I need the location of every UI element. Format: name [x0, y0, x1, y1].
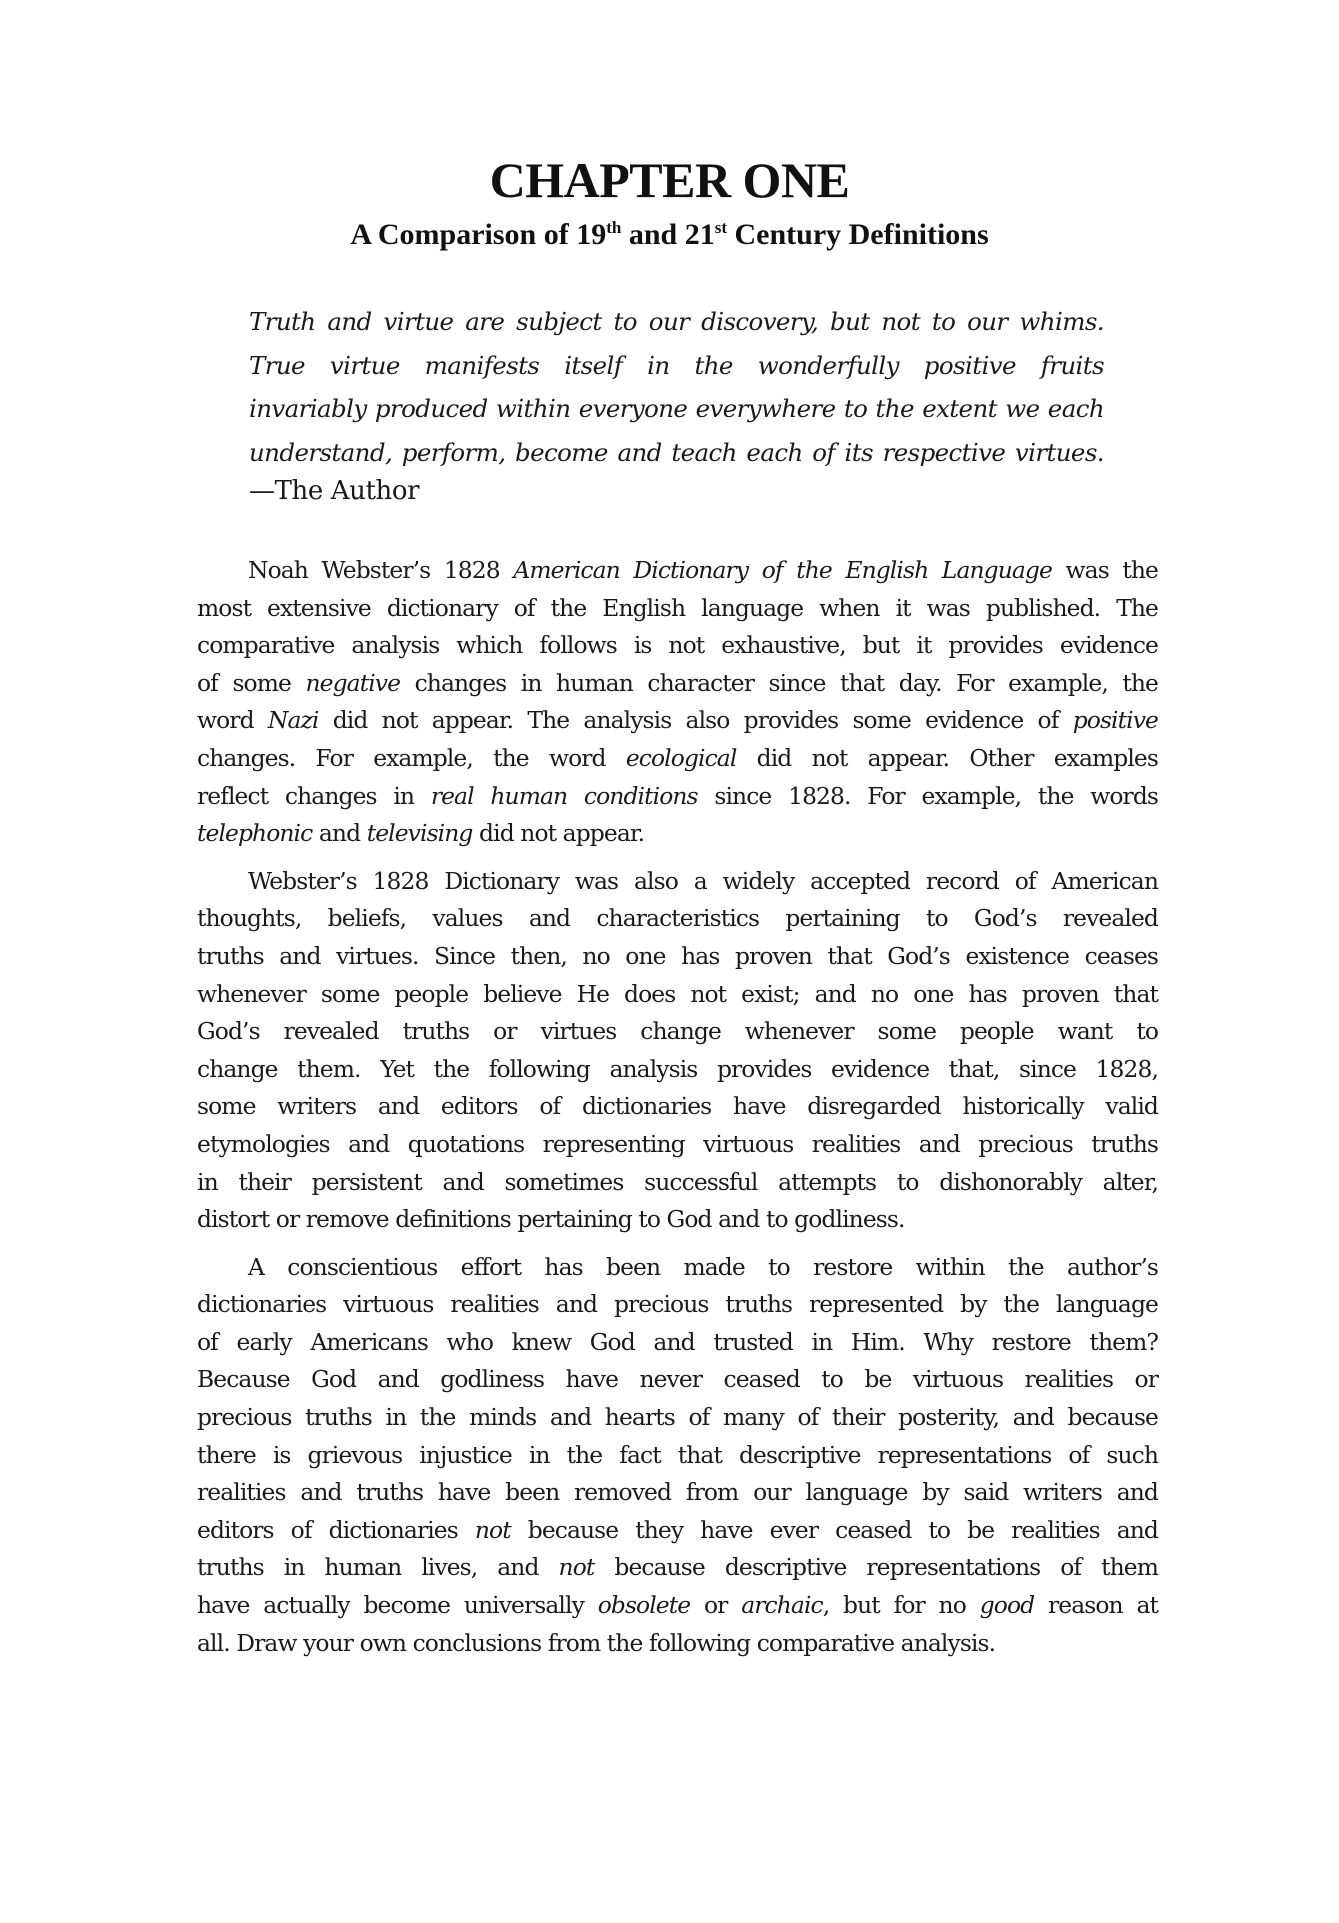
emphasized-text: archaic — [741, 1591, 823, 1620]
subtitle-superscript: th — [606, 218, 622, 237]
text-run: and — [312, 819, 367, 848]
paragraph-line — [197, 778, 1158, 816]
paragraph-line — [197, 1587, 1158, 1625]
text-run: did not appear. The analysis also provides some evidence of — [318, 706, 1073, 735]
chapter-title: CHAPTER ONE — [489, 152, 850, 208]
paragraph-line — [197, 1164, 1158, 1202]
text-run: did not appear. — [472, 819, 645, 848]
paragraph-line — [197, 1399, 1158, 1437]
paragraph-line — [197, 1324, 1158, 1362]
epigraph-line: Truth and virtue are subject to our discovery, but not to our whims. — [249, 307, 1104, 336]
emphasized-text: American Dictionary of the English Language — [513, 556, 1052, 584]
paragraph-line — [197, 1249, 1158, 1287]
text-run: precious truths in the minds and hearts of many of their posterity, and because — [197, 1403, 1158, 1432]
text-run: reflect changes in — [197, 781, 431, 810]
text-run: A conscientious effort has been made to restore within the author’s — [248, 1252, 1158, 1281]
text-run: , but for no — [822, 1591, 980, 1620]
emphasized-text: good — [979, 1591, 1035, 1620]
paragraph-line — [197, 1437, 1158, 1475]
body-paragraph — [197, 552, 1158, 853]
text-run: of early Americans who knew God and trusted in Him. Why restore them? — [197, 1327, 1158, 1356]
paragraph-line — [197, 863, 1158, 901]
text-run: some writers and editors of dictionaries have disregarded historically valid — [197, 1092, 1158, 1121]
body-paragraph — [197, 863, 1158, 1239]
epigraph-line: True virtue manifests itself in the wonderfully positive fruits — [249, 350, 1104, 380]
text-run: change them. Yet the following analysis provides evidence that, since 1828, — [197, 1054, 1158, 1083]
text-run: Noah Webster’s 1828 — [248, 556, 514, 584]
text-run: in their persistent and sometimes successful attempts to dishonorably alter, — [197, 1167, 1158, 1196]
text-run: truths and virtues. Since then, no one has proven that God’s existence ceases — [197, 941, 1158, 970]
emphasized-text: Nazi — [267, 706, 319, 735]
paragraph-line — [197, 1051, 1158, 1089]
text-run: word — [197, 706, 268, 735]
paragraph-line — [197, 702, 1158, 740]
paragraph-line — [197, 1625, 1158, 1663]
text-run: comparative analysis which follows is not exhaustive, but it provides evidence — [197, 631, 1158, 660]
text-run: changes. For example, the word — [197, 743, 626, 772]
emphasized-text: telephonic — [197, 819, 313, 848]
emphasized-text: positive — [1072, 706, 1158, 735]
text-run: distort or remove definitions pertaining to God and to godliness. — [197, 1205, 905, 1234]
epigraph-line: understand, perform, become and teach each of its respective virtues. — [249, 437, 1104, 467]
paragraph-line — [197, 1201, 1158, 1239]
text-run: since 1828. For example, the words — [697, 781, 1158, 810]
paragraph-line — [197, 938, 1158, 976]
text-run: all. Draw your own conclusions from the following comparative analysis. — [197, 1628, 996, 1657]
text-run: realities and truths have been removed from our language by said writers and — [197, 1478, 1158, 1507]
paragraph-line — [197, 1013, 1158, 1051]
epigraph-attribution: —The Author — [249, 476, 420, 506]
text-run: etymologies and quotations representing virtuous realities and precious truths — [197, 1129, 1158, 1158]
text-run: was the — [1051, 556, 1158, 584]
text-run: Webster’s 1828 Dictionary was also a widely accepted record of American — [248, 866, 1158, 895]
text-run: God’s revealed truths or virtues change whenever some people want to — [197, 1017, 1158, 1046]
emphasized-text: obsolete — [597, 1591, 691, 1620]
paragraph-line — [197, 815, 1158, 853]
paragraph-line — [197, 665, 1158, 703]
subtitle-text: Century Definitions — [726, 218, 989, 251]
paragraph-line — [197, 1549, 1158, 1587]
emphasized-text: not — [558, 1553, 595, 1582]
emphasized-text: real human conditions — [430, 781, 698, 810]
text-run: changes in human character since that day. For example, the — [400, 668, 1158, 697]
text-run: have actually become universally — [197, 1591, 598, 1620]
body-paragraph — [197, 1249, 1158, 1663]
text-run: because they have ever ceased to be realities and — [510, 1515, 1158, 1544]
text-run: Because God and godliness have never ceased to be virtuous realities or — [197, 1365, 1158, 1394]
paragraph-line — [197, 976, 1158, 1014]
paragraph-line — [197, 1286, 1158, 1324]
text-run: because descriptive representations of them — [594, 1553, 1158, 1582]
text-run: thoughts, beliefs, values and characteristics pertaining to God’s revealed — [197, 904, 1158, 933]
epigraph-line: invariably produced within everyone everywhere to the extent we each — [249, 394, 1104, 423]
paragraph-line — [197, 1126, 1158, 1164]
text-run: most extensive dictionary of the English language when it was published. The — [197, 593, 1158, 622]
text-run: there is grievous injustice in the fact that descriptive representations of such — [197, 1440, 1158, 1469]
text-run: of some — [197, 668, 306, 697]
paragraph-line — [197, 1088, 1158, 1126]
text-run: or — [690, 1591, 742, 1620]
paragraph-line — [197, 1512, 1158, 1550]
text-run: did not appear. Other examples — [736, 743, 1158, 772]
paragraph-line — [197, 1361, 1158, 1399]
subtitle-superscript: st — [714, 218, 727, 237]
subtitle-text: A Comparison of 19 — [350, 218, 607, 251]
emphasized-text: televising — [366, 819, 473, 848]
emphasized-text: negative — [305, 668, 401, 697]
text-run: whenever some people believe He does not exist; and no one has proven that — [197, 979, 1158, 1008]
paragraph-line — [197, 1474, 1158, 1512]
text-run: editors of dictionaries — [197, 1515, 475, 1544]
text-run: truths in human lives, and — [197, 1553, 559, 1582]
paragraph-line — [197, 900, 1158, 938]
chapter-subtitle — [0, 215, 1339, 255]
epigraph-quote — [249, 300, 1104, 474]
text-run: dictionaries virtuous realities and precious truths represented by the language — [197, 1290, 1158, 1319]
paragraph-line — [197, 740, 1158, 778]
emphasized-text: ecological — [625, 743, 737, 772]
paragraph-line — [197, 627, 1158, 665]
text-run: reason at — [1034, 1591, 1159, 1620]
paragraph-line — [197, 590, 1158, 628]
body-text — [197, 552, 1158, 1662]
paragraph-line — [197, 552, 1158, 590]
subtitle-text: and 21 — [621, 218, 715, 251]
emphasized-text: not — [474, 1515, 511, 1544]
